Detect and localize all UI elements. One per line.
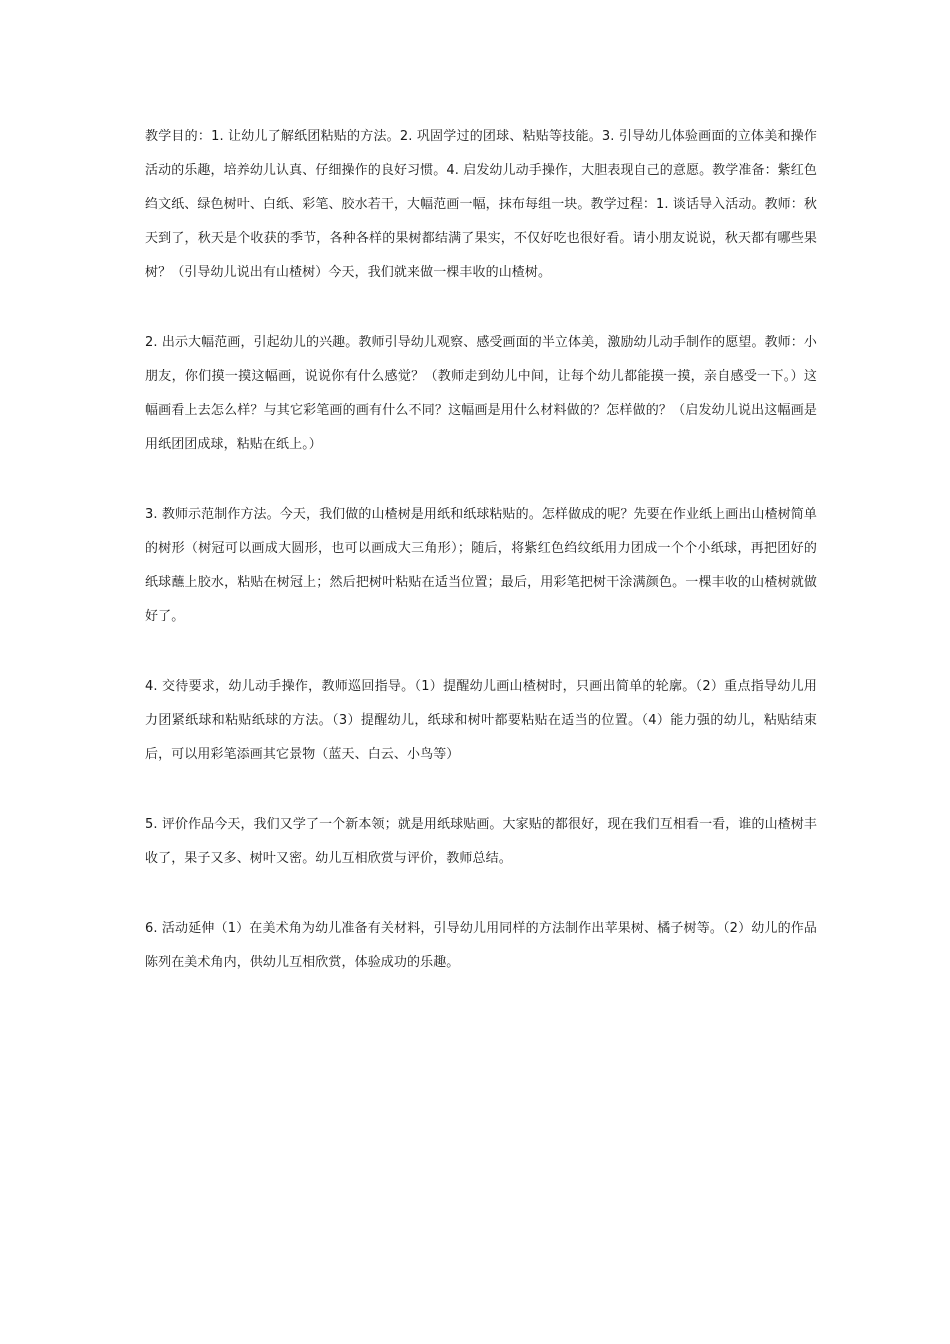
paragraph-step-6: 6. 活动延伸（1）在美术角为幼儿准备有关材料，引导幼儿用同样的方法制作出苹果树、橘子树等。（2）幼儿的作品陈列在美术角内，供幼儿互相欣赏，体验成功的乐趣。 <box>145 921 817 970</box>
document-body <box>145 120 817 980</box>
paragraph-step-4: 4. 交待要求，幼儿动手操作，教师巡回指导。（1）提醒幼儿画山楂树时，只画出简单的轮廓。（2）重点指导幼儿用力团紧纸球和粘贴纸球的方法。（3）提醒幼儿，纸球和树叶都要粘贴在适当的位置。（4）能力强的幼儿，粘贴结束后，可以用彩笔添画其它景物（蓝天、白云、小鸟等） <box>145 679 817 762</box>
paragraph-gap <box>145 876 817 912</box>
paragraph-gap <box>145 290 817 326</box>
paragraph-gap <box>145 462 817 498</box>
paragraph-gap <box>145 772 817 808</box>
paragraph-step-2: 2. 出示大幅范画，引起幼儿的兴趣。教师引导幼儿观察、感受画面的半立体美，激励幼儿动手制作的愿望。教师：小朋友，你们摸一摸这幅画，说说你有什么感觉？（教师走到幼儿中间，让每个幼儿都能摸一摸，亲自感受一下。）这幅画看上去怎么样？与其它彩笔画的画有什么不同？这幅画是用什么材料做的？怎样做的？（启发幼儿说出这幅画是用纸团团成球，粘贴在纸上。） <box>145 335 817 452</box>
paragraph-gap <box>145 634 817 670</box>
paragraph-step-5: 5. 评价作品今天，我们又学了一个新本领；就是用纸球贴画。大家贴的都很好，现在我们互相看一看，谁的山楂树丰收了，果子又多、树叶又密。幼儿互相欣赏与评价，教师总结。 <box>145 817 817 866</box>
paragraph-step-3: 3. 教师示范制作方法。今天，我们做的山楂树是用纸和纸球粘贴的。怎样做成的呢？先要在作业纸上画出山楂树简单的树形（树冠可以画成大圆形，也可以画成大三角形）；随后，将紫红色绉纹纸用力团成一个个小纸球，再把团好的纸球蘸上胶水，粘贴在树冠上；然后把树叶粘贴在适当位置；最后，用彩笔把树干涂满颜色。一棵丰收的山楂树就做好了。 <box>145 507 817 624</box>
paragraph-objectives-preparation-process: 教学目的：1. 让幼儿了解纸团粘贴的方法。2. 巩固学过的团球、粘贴等技能。3. 引导幼儿体验画面的立体美和操作活动的乐趣，培养幼儿认真、仔细操作的良好习惯。4. 启发幼儿动手操作，大胆表现自己的意愿。教学准备：紫红色绉文纸、绿色树叶、白纸、彩笔、胶水若干，大幅范画一幅，抹布每组一块。教学过程：1. 谈话导入活动。教师：秋天到了，秋天是个收获的季节，各种各样的果树都结满了果实，不仅好吃也很好看。请小朋友说说，秋天都有哪些果树？（引导幼儿说出有山楂树）今天，我们就来做一棵丰收的山楂树。 <box>145 129 817 280</box>
